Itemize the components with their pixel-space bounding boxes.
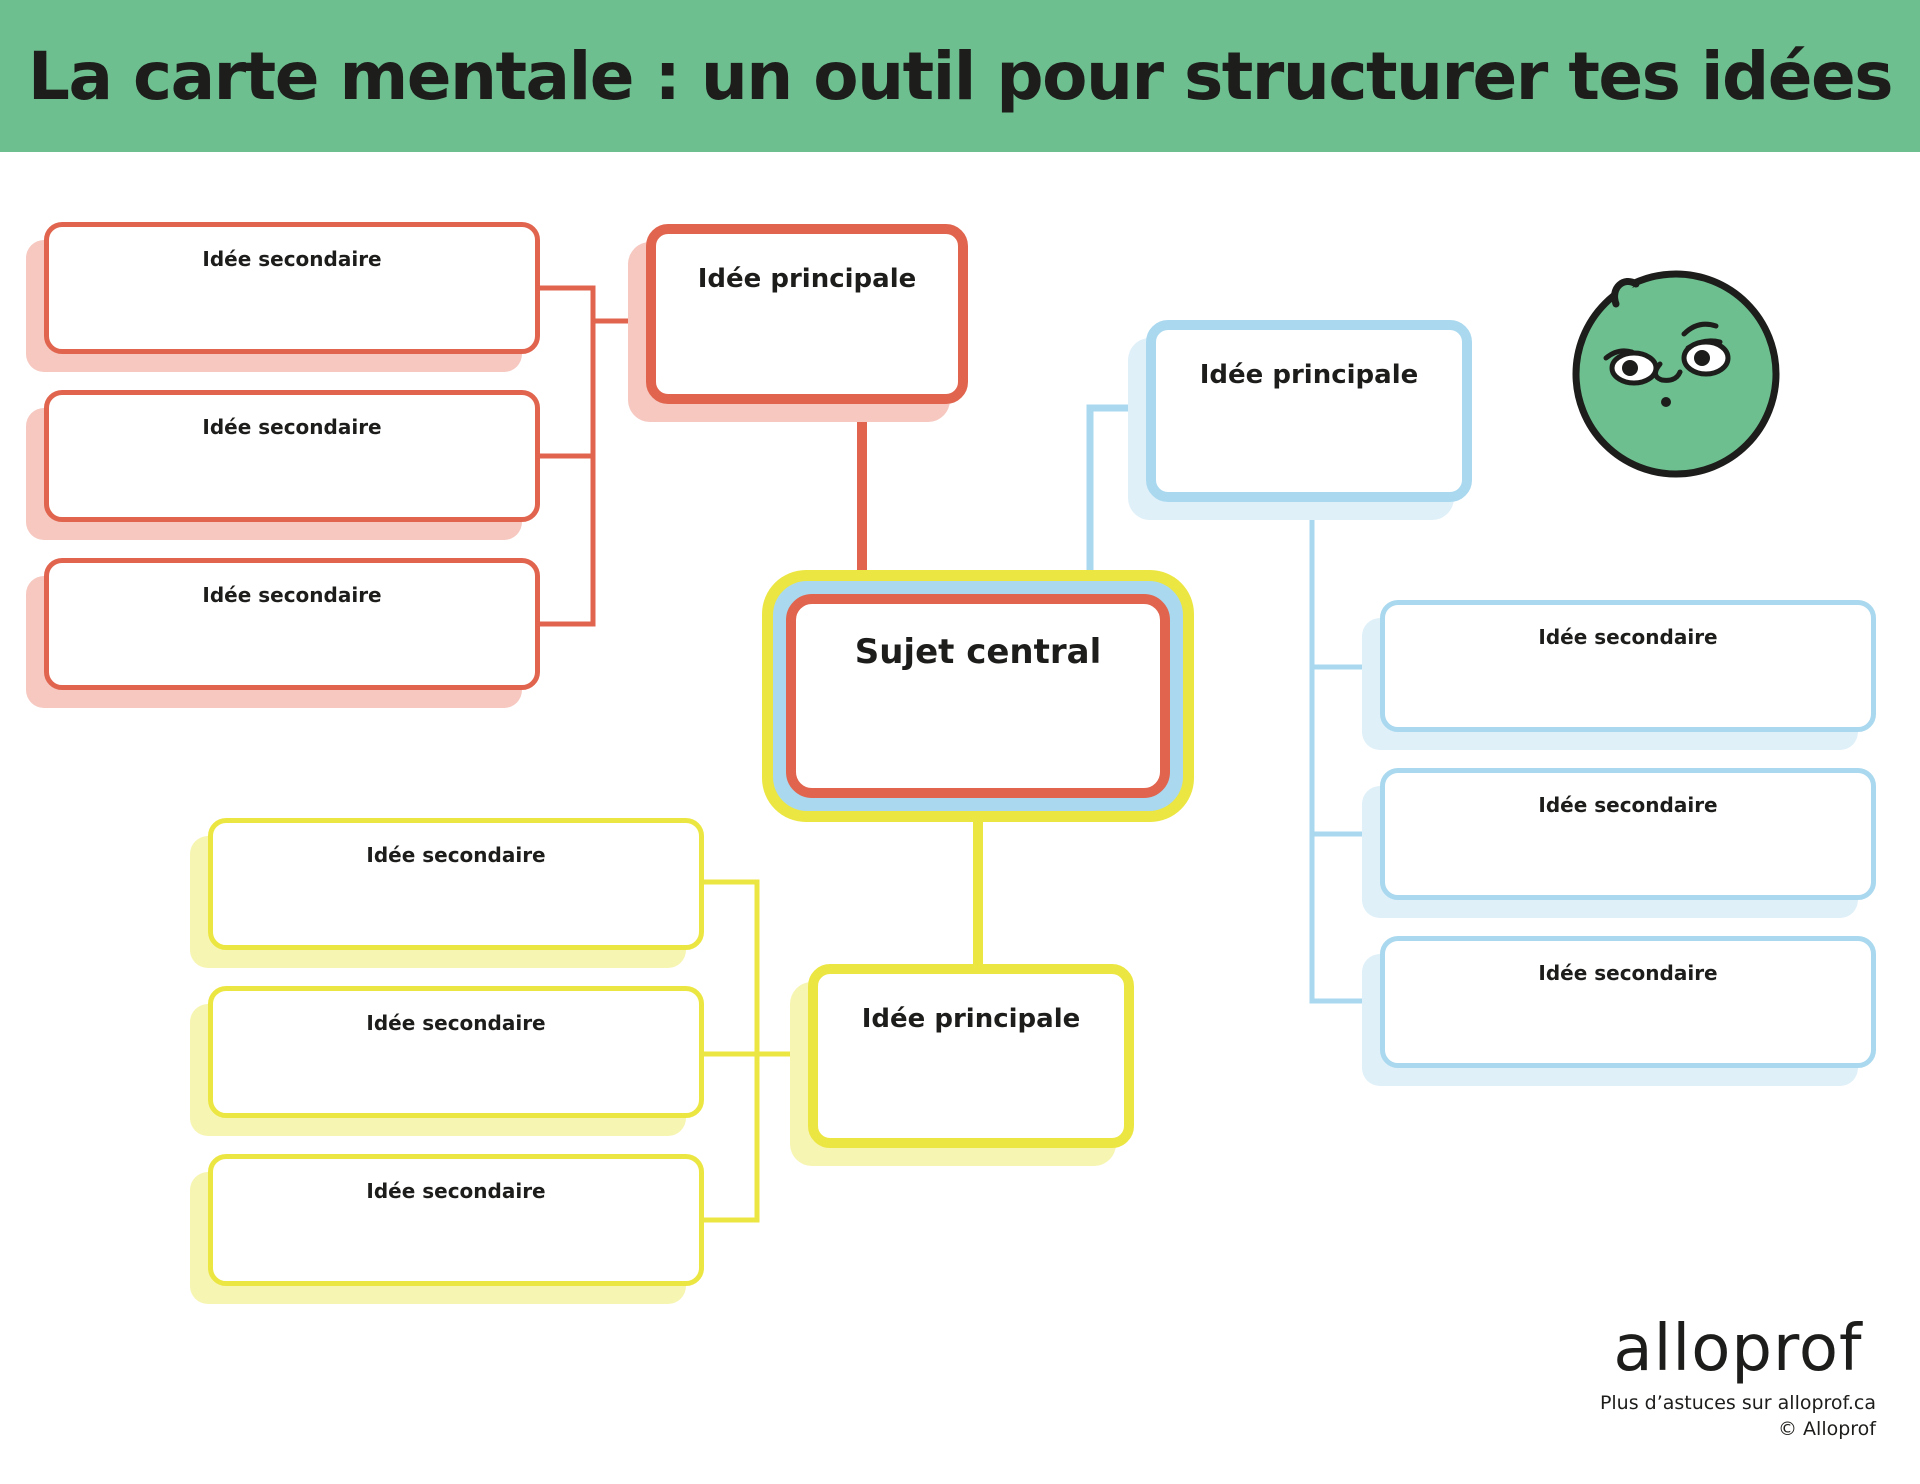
secondary-idea-label: Idée secondaire [202,415,382,439]
secondary-idea-label: Idée secondaire [1538,961,1718,985]
secondary-idea-box-yellow-1[interactable] [208,818,704,950]
secondary-idea-box-yellow-2[interactable] [208,986,704,1118]
footer-tagline: Plus d’astuces sur alloprof.ca [1599,1392,1876,1414]
secondary-idea-box-blue-1[interactable] [1380,600,1876,732]
secondary-idea-label: Idée secondaire [366,1011,546,1035]
svg-text:alloprof: alloprof [1613,1318,1863,1384]
secondary-idea-label: Idée secondaire [366,843,546,867]
secondary-idea-label: Idée secondaire [1538,793,1718,817]
secondary-idea-box-blue-3[interactable] [1380,936,1876,1068]
main-idea-box-red[interactable] [646,224,968,404]
main-idea-label: Idée principale [1199,360,1419,390]
secondary-idea-box-red-3[interactable] [44,558,540,690]
secondary-idea-box-red-1[interactable] [44,222,540,354]
alloprof-logo [1596,1318,1880,1384]
main-idea-label: Idée principale [697,264,917,294]
page-title: La carte mentale : un outil pour structurer tes idées [27,37,1893,115]
secondary-idea-box-red-2[interactable] [44,390,540,522]
footer-copyright: © Alloprof [1778,1418,1876,1440]
secondary-idea-label: Idée secondaire [366,1179,546,1203]
secondary-idea-label: Idée secondaire [202,247,382,271]
secondary-idea-box-yellow-3[interactable] [208,1154,704,1286]
secondary-idea-box-blue-2[interactable] [1380,768,1876,900]
main-idea-box-yellow[interactable] [808,964,1134,1148]
central-topic-label: Sujet central [854,632,1102,672]
secondary-idea-label: Idée secondaire [1538,625,1718,649]
central-topic-box[interactable] [786,594,1170,798]
green-face-mascot-icon [1566,264,1786,490]
secondary-idea-label: Idée secondaire [202,583,382,607]
main-idea-label: Idée principale [861,1004,1081,1034]
main-idea-box-blue[interactable] [1146,320,1472,502]
